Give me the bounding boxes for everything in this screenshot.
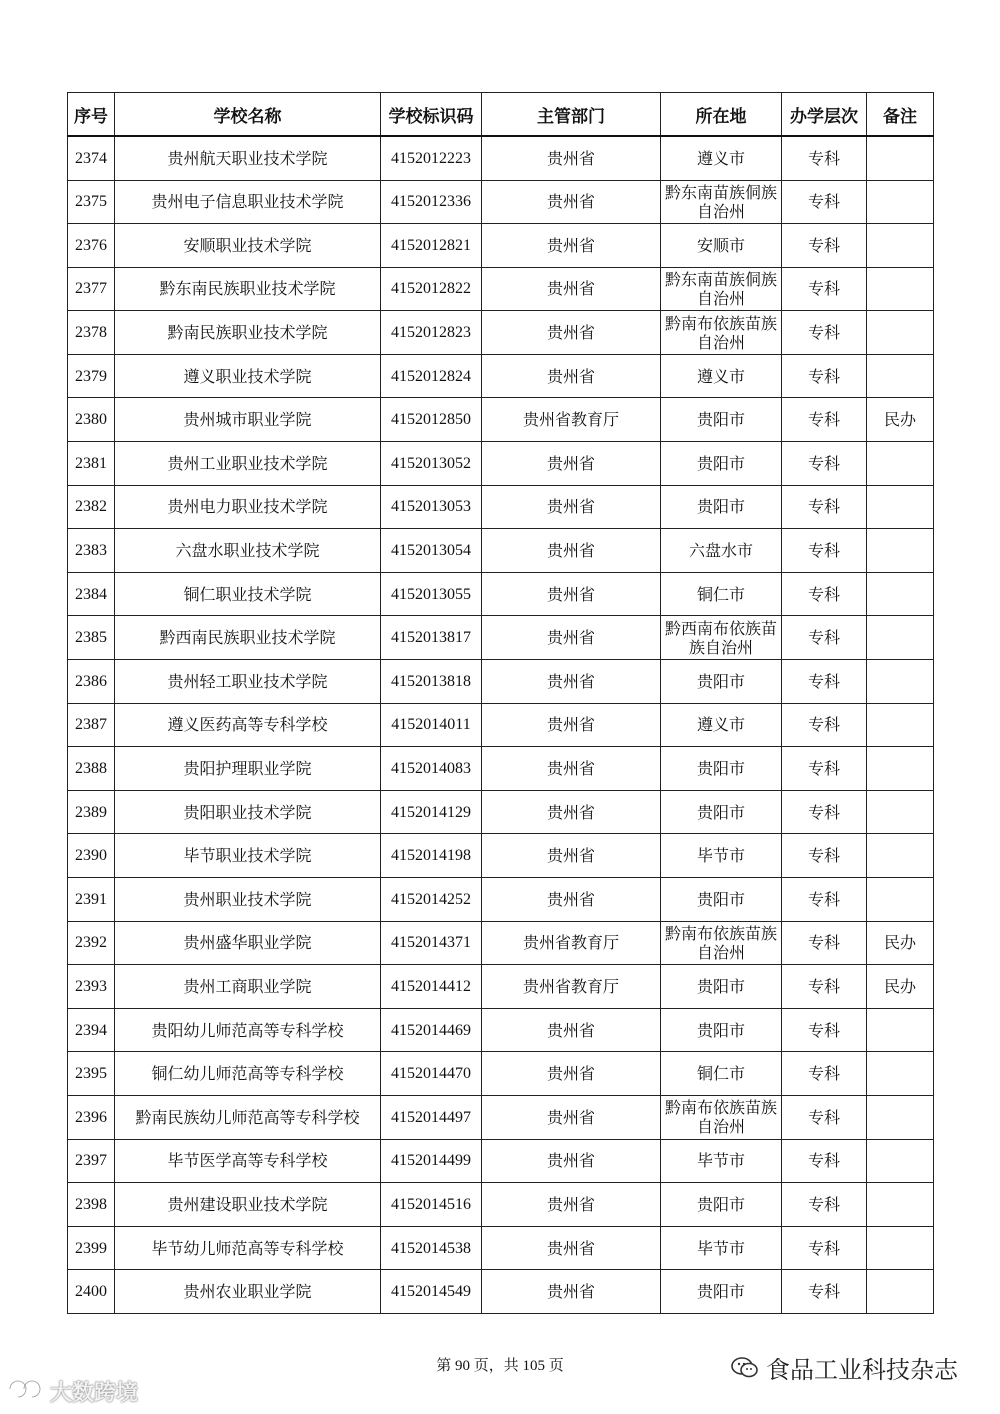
cell-school-name: 贵阳护理职业学院 bbox=[115, 747, 381, 791]
cell-serial: 2376 bbox=[68, 224, 115, 268]
cell-remarks bbox=[867, 442, 934, 486]
table-row bbox=[68, 834, 934, 878]
cell-level: 专科 bbox=[782, 1270, 867, 1314]
cell-location: 六盘水市 bbox=[661, 529, 782, 573]
table-row bbox=[68, 180, 934, 224]
cell-school-name: 贵阳职业技术学院 bbox=[115, 790, 381, 834]
cell-school-name: 贵州轻工职业技术学院 bbox=[115, 660, 381, 704]
cell-school-name: 贵州盛华职业学院 bbox=[115, 921, 381, 965]
cell-remarks bbox=[867, 703, 934, 747]
cell-school-name: 黔南民族幼儿师范高等专科学校 bbox=[115, 1095, 381, 1139]
cell-serial: 2374 bbox=[68, 136, 115, 180]
cell-school-code: 4152014083 bbox=[381, 747, 482, 791]
cell-school-name: 黔西南民族职业技术学院 bbox=[115, 616, 381, 660]
table-row bbox=[68, 921, 934, 965]
cell-remarks: 民办 bbox=[867, 921, 934, 965]
corner-brand-watermark bbox=[6, 1376, 138, 1407]
cell-location: 黔南布依族苗族自治州 bbox=[661, 921, 782, 965]
table-row bbox=[68, 485, 934, 529]
cell-authority: 贵州省 bbox=[482, 1052, 661, 1096]
table-row bbox=[68, 965, 934, 1009]
cell-serial: 2389 bbox=[68, 790, 115, 834]
cell-school-code: 4152014516 bbox=[381, 1183, 482, 1227]
cell-level: 专科 bbox=[782, 180, 867, 224]
cell-location: 贵阳市 bbox=[661, 747, 782, 791]
cell-serial: 2386 bbox=[68, 660, 115, 704]
cell-serial: 2388 bbox=[68, 747, 115, 791]
cell-authority: 贵州省 bbox=[482, 878, 661, 922]
table-row bbox=[68, 136, 934, 180]
header-remarks: 备注 bbox=[867, 93, 934, 137]
cell-school-code: 4152014198 bbox=[381, 834, 482, 878]
cell-remarks bbox=[867, 485, 934, 529]
corner-brand-name: 大数跨境 bbox=[50, 1381, 139, 1406]
cell-location: 黔西南布依族苗族自治州 bbox=[661, 616, 782, 660]
cell-level: 专科 bbox=[782, 267, 867, 311]
cell-serial: 2381 bbox=[68, 442, 115, 486]
cell-school-code: 4152013818 bbox=[381, 660, 482, 704]
table-row bbox=[68, 442, 934, 486]
cell-school-name: 六盘水职业技术学院 bbox=[115, 529, 381, 573]
cell-remarks bbox=[867, 1052, 934, 1096]
cell-serial: 2380 bbox=[68, 398, 115, 442]
cell-authority: 贵州省 bbox=[482, 311, 661, 355]
cell-level: 专科 bbox=[782, 224, 867, 268]
header-location: 所在地 bbox=[661, 93, 782, 137]
cell-authority: 贵州省 bbox=[482, 834, 661, 878]
cell-location: 黔东南苗族侗族自治州 bbox=[661, 180, 782, 224]
cell-location: 贵阳市 bbox=[661, 1270, 782, 1314]
cell-school-code: 4152014538 bbox=[381, 1226, 482, 1270]
cell-school-name: 贵州城市职业学院 bbox=[115, 398, 381, 442]
cell-school-code: 4152012336 bbox=[381, 180, 482, 224]
cell-level: 专科 bbox=[782, 485, 867, 529]
cell-serial: 2397 bbox=[68, 1139, 115, 1183]
cell-serial: 2400 bbox=[68, 1270, 115, 1314]
cell-serial: 2379 bbox=[68, 354, 115, 398]
header-row bbox=[68, 93, 934, 137]
cell-remarks bbox=[867, 660, 934, 704]
cell-level: 专科 bbox=[782, 1008, 867, 1052]
table-row bbox=[68, 616, 934, 660]
cell-remarks bbox=[867, 1226, 934, 1270]
cell-serial: 2393 bbox=[68, 965, 115, 1009]
cell-serial: 2394 bbox=[68, 1008, 115, 1052]
cell-level: 专科 bbox=[782, 747, 867, 791]
cell-authority: 贵州省 bbox=[482, 1183, 661, 1227]
cell-serial: 2387 bbox=[68, 703, 115, 747]
cell-school-name: 铜仁幼儿师范高等专科学校 bbox=[115, 1052, 381, 1096]
cell-remarks bbox=[867, 224, 934, 268]
cell-school-name: 贵州农业职业学院 bbox=[115, 1270, 381, 1314]
cell-remarks bbox=[867, 180, 934, 224]
cell-location: 铜仁市 bbox=[661, 572, 782, 616]
cell-location: 黔东南苗族侗族自治州 bbox=[661, 267, 782, 311]
cell-location: 贵阳市 bbox=[661, 790, 782, 834]
cell-level: 专科 bbox=[782, 1052, 867, 1096]
cell-level: 专科 bbox=[782, 790, 867, 834]
cell-level: 专科 bbox=[782, 921, 867, 965]
cell-level: 专科 bbox=[782, 616, 867, 660]
cell-school-code: 4152013054 bbox=[381, 529, 482, 573]
cell-serial: 2395 bbox=[68, 1052, 115, 1096]
cell-remarks bbox=[867, 878, 934, 922]
table-row bbox=[68, 1139, 934, 1183]
cell-remarks bbox=[867, 529, 934, 573]
cell-school-name: 毕节职业技术学院 bbox=[115, 834, 381, 878]
header-school-name: 学校名称 bbox=[115, 93, 381, 137]
cell-authority: 贵州省 bbox=[482, 1270, 661, 1314]
cell-serial: 2390 bbox=[68, 834, 115, 878]
cell-school-name: 贵阳幼儿师范高等专科学校 bbox=[115, 1008, 381, 1052]
cell-location: 遵义市 bbox=[661, 354, 782, 398]
cell-location: 铜仁市 bbox=[661, 1052, 782, 1096]
cell-level: 专科 bbox=[782, 878, 867, 922]
table-row bbox=[68, 790, 934, 834]
table-row bbox=[68, 878, 934, 922]
cell-serial: 2396 bbox=[68, 1095, 115, 1139]
cell-school-code: 4152014470 bbox=[381, 1052, 482, 1096]
cell-school-code: 4152014469 bbox=[381, 1008, 482, 1052]
cell-remarks bbox=[867, 1183, 934, 1227]
cell-remarks bbox=[867, 354, 934, 398]
cell-remarks bbox=[867, 1139, 934, 1183]
cell-level: 专科 bbox=[782, 1183, 867, 1227]
wechat-icon bbox=[730, 1355, 760, 1381]
table-row bbox=[68, 1270, 934, 1314]
cell-school-name: 铜仁职业技术学院 bbox=[115, 572, 381, 616]
table-row bbox=[68, 703, 934, 747]
cell-remarks: 民办 bbox=[867, 398, 934, 442]
cell-location: 黔南布依族苗族自治州 bbox=[661, 311, 782, 355]
table-row bbox=[68, 660, 934, 704]
cell-school-name: 安顺职业技术学院 bbox=[115, 224, 381, 268]
cell-authority: 贵州省 bbox=[482, 1008, 661, 1052]
cell-serial: 2384 bbox=[68, 572, 115, 616]
cell-remarks bbox=[867, 834, 934, 878]
cell-remarks bbox=[867, 1008, 934, 1052]
cell-authority: 贵州省 bbox=[482, 660, 661, 704]
cell-authority: 贵州省 bbox=[482, 267, 661, 311]
cell-location: 贵阳市 bbox=[661, 1008, 782, 1052]
cell-school-code: 4152014549 bbox=[381, 1270, 482, 1314]
cell-school-code: 4152013817 bbox=[381, 616, 482, 660]
cell-level: 专科 bbox=[782, 965, 867, 1009]
cell-remarks bbox=[867, 311, 934, 355]
cell-level: 专科 bbox=[782, 660, 867, 704]
cell-school-code: 4152012850 bbox=[381, 398, 482, 442]
table-row bbox=[68, 1226, 934, 1270]
cell-authority: 贵州省教育厅 bbox=[482, 921, 661, 965]
cell-school-name: 黔南民族职业技术学院 bbox=[115, 311, 381, 355]
header-school-code: 学校标识码 bbox=[381, 93, 482, 137]
header-level: 办学层次 bbox=[782, 93, 867, 137]
cell-location: 毕节市 bbox=[661, 1139, 782, 1183]
page-number: 第 90 页，共 105 页 bbox=[436, 1358, 564, 1374]
cell-authority: 贵州省 bbox=[482, 529, 661, 573]
cell-authority: 贵州省 bbox=[482, 572, 661, 616]
cell-location: 贵阳市 bbox=[661, 1183, 782, 1227]
cell-serial: 2377 bbox=[68, 267, 115, 311]
cell-remarks bbox=[867, 267, 934, 311]
cell-school-name: 遵义职业技术学院 bbox=[115, 354, 381, 398]
cell-school-code: 4152014412 bbox=[381, 965, 482, 1009]
cell-serial: 2398 bbox=[68, 1183, 115, 1227]
cell-school-code: 4152012823 bbox=[381, 311, 482, 355]
cell-level: 专科 bbox=[782, 834, 867, 878]
cell-authority: 贵州省 bbox=[482, 136, 661, 180]
brand-logo-icon bbox=[6, 1377, 46, 1407]
cell-serial: 2392 bbox=[68, 921, 115, 965]
cell-location: 黔南布依族苗族自治州 bbox=[661, 1095, 782, 1139]
table-row bbox=[68, 1008, 934, 1052]
cell-level: 专科 bbox=[782, 354, 867, 398]
cell-school-name: 贵州电子信息职业技术学院 bbox=[115, 180, 381, 224]
cell-location: 贵阳市 bbox=[661, 485, 782, 529]
cell-remarks: 民办 bbox=[867, 965, 934, 1009]
cell-level: 专科 bbox=[782, 311, 867, 355]
cell-school-name: 贵州工商职业学院 bbox=[115, 965, 381, 1009]
cell-level: 专科 bbox=[782, 703, 867, 747]
cell-school-name: 毕节幼儿师范高等专科学校 bbox=[115, 1226, 381, 1270]
cell-school-name: 遵义医药高等专科学校 bbox=[115, 703, 381, 747]
cell-serial: 2382 bbox=[68, 485, 115, 529]
cell-school-name: 毕节医学高等专科学校 bbox=[115, 1139, 381, 1183]
cell-school-code: 4152012824 bbox=[381, 354, 482, 398]
cell-remarks bbox=[867, 790, 934, 834]
cell-authority: 贵州省 bbox=[482, 180, 661, 224]
cell-level: 专科 bbox=[782, 398, 867, 442]
cell-authority: 贵州省 bbox=[482, 1139, 661, 1183]
table-row bbox=[68, 224, 934, 268]
table-row bbox=[68, 311, 934, 355]
cell-school-code: 4152014252 bbox=[381, 878, 482, 922]
cell-serial: 2383 bbox=[68, 529, 115, 573]
college-list-table bbox=[67, 92, 934, 1314]
cell-school-name: 贵州职业技术学院 bbox=[115, 878, 381, 922]
cell-authority: 贵州省 bbox=[482, 790, 661, 834]
cell-school-code: 4152014497 bbox=[381, 1095, 482, 1139]
cell-remarks bbox=[867, 572, 934, 616]
cell-location: 毕节市 bbox=[661, 1226, 782, 1270]
cell-authority: 贵州省 bbox=[482, 616, 661, 660]
cell-location: 毕节市 bbox=[661, 834, 782, 878]
cell-location: 遵义市 bbox=[661, 703, 782, 747]
cell-school-code: 4152014371 bbox=[381, 921, 482, 965]
header-serial: 序号 bbox=[68, 93, 115, 137]
cell-authority: 贵州省 bbox=[482, 354, 661, 398]
cell-serial: 2378 bbox=[68, 311, 115, 355]
table-row bbox=[68, 572, 934, 616]
table-row bbox=[68, 398, 934, 442]
cell-school-code: 4152012822 bbox=[381, 267, 482, 311]
cell-level: 专科 bbox=[782, 1095, 867, 1139]
cell-school-code: 4152013052 bbox=[381, 442, 482, 486]
cell-level: 专科 bbox=[782, 572, 867, 616]
cell-location: 遵义市 bbox=[661, 136, 782, 180]
cell-serial: 2375 bbox=[68, 180, 115, 224]
cell-level: 专科 bbox=[782, 1139, 867, 1183]
cell-remarks bbox=[867, 747, 934, 791]
cell-authority: 贵州省 bbox=[482, 747, 661, 791]
table-row bbox=[68, 267, 934, 311]
cell-authority: 贵州省 bbox=[482, 703, 661, 747]
cell-level: 专科 bbox=[782, 442, 867, 486]
cell-school-name: 贵州建设职业技术学院 bbox=[115, 1183, 381, 1227]
cell-authority: 贵州省 bbox=[482, 485, 661, 529]
cell-authority: 贵州省 bbox=[482, 224, 661, 268]
cell-school-code: 4152012223 bbox=[381, 136, 482, 180]
wechat-account-name: 食品工业科技杂志 bbox=[766, 1356, 958, 1384]
cell-location: 贵阳市 bbox=[661, 878, 782, 922]
table-row bbox=[68, 1183, 934, 1227]
cell-serial: 2385 bbox=[68, 616, 115, 660]
header-authority: 主管部门 bbox=[482, 93, 661, 137]
cell-location: 贵阳市 bbox=[661, 660, 782, 704]
cell-authority: 贵州省 bbox=[482, 1095, 661, 1139]
table-row bbox=[68, 354, 934, 398]
cell-level: 专科 bbox=[782, 529, 867, 573]
cell-authority: 贵州省教育厅 bbox=[482, 398, 661, 442]
cell-authority: 贵州省 bbox=[482, 1226, 661, 1270]
cell-level: 专科 bbox=[782, 1226, 867, 1270]
cell-school-code: 4152013055 bbox=[381, 572, 482, 616]
cell-school-code: 4152014129 bbox=[381, 790, 482, 834]
cell-serial: 2399 bbox=[68, 1226, 115, 1270]
cell-school-code: 4152012821 bbox=[381, 224, 482, 268]
table-row bbox=[68, 1095, 934, 1139]
cell-location: 贵阳市 bbox=[661, 965, 782, 1009]
cell-serial: 2391 bbox=[68, 878, 115, 922]
table-row bbox=[68, 529, 934, 573]
table-row bbox=[68, 747, 934, 791]
table-row bbox=[68, 1052, 934, 1096]
cell-school-name: 贵州电力职业技术学院 bbox=[115, 485, 381, 529]
cell-school-name: 贵州工业职业技术学院 bbox=[115, 442, 381, 486]
cell-level: 专科 bbox=[782, 136, 867, 180]
cell-school-code: 4152014011 bbox=[381, 703, 482, 747]
cell-authority: 贵州省 bbox=[482, 442, 661, 486]
cell-authority: 贵州省教育厅 bbox=[482, 965, 661, 1009]
cell-location: 贵阳市 bbox=[661, 442, 782, 486]
cell-remarks bbox=[867, 1270, 934, 1314]
cell-school-name: 黔东南民族职业技术学院 bbox=[115, 267, 381, 311]
cell-school-code: 4152014499 bbox=[381, 1139, 482, 1183]
cell-location: 贵阳市 bbox=[661, 398, 782, 442]
wechat-account-watermark bbox=[730, 1350, 958, 1385]
cell-school-code: 4152013053 bbox=[381, 485, 482, 529]
cell-remarks bbox=[867, 616, 934, 660]
cell-remarks bbox=[867, 136, 934, 180]
cell-remarks bbox=[867, 1095, 934, 1139]
cell-location: 安顺市 bbox=[661, 224, 782, 268]
cell-school-name: 贵州航天职业技术学院 bbox=[115, 136, 381, 180]
